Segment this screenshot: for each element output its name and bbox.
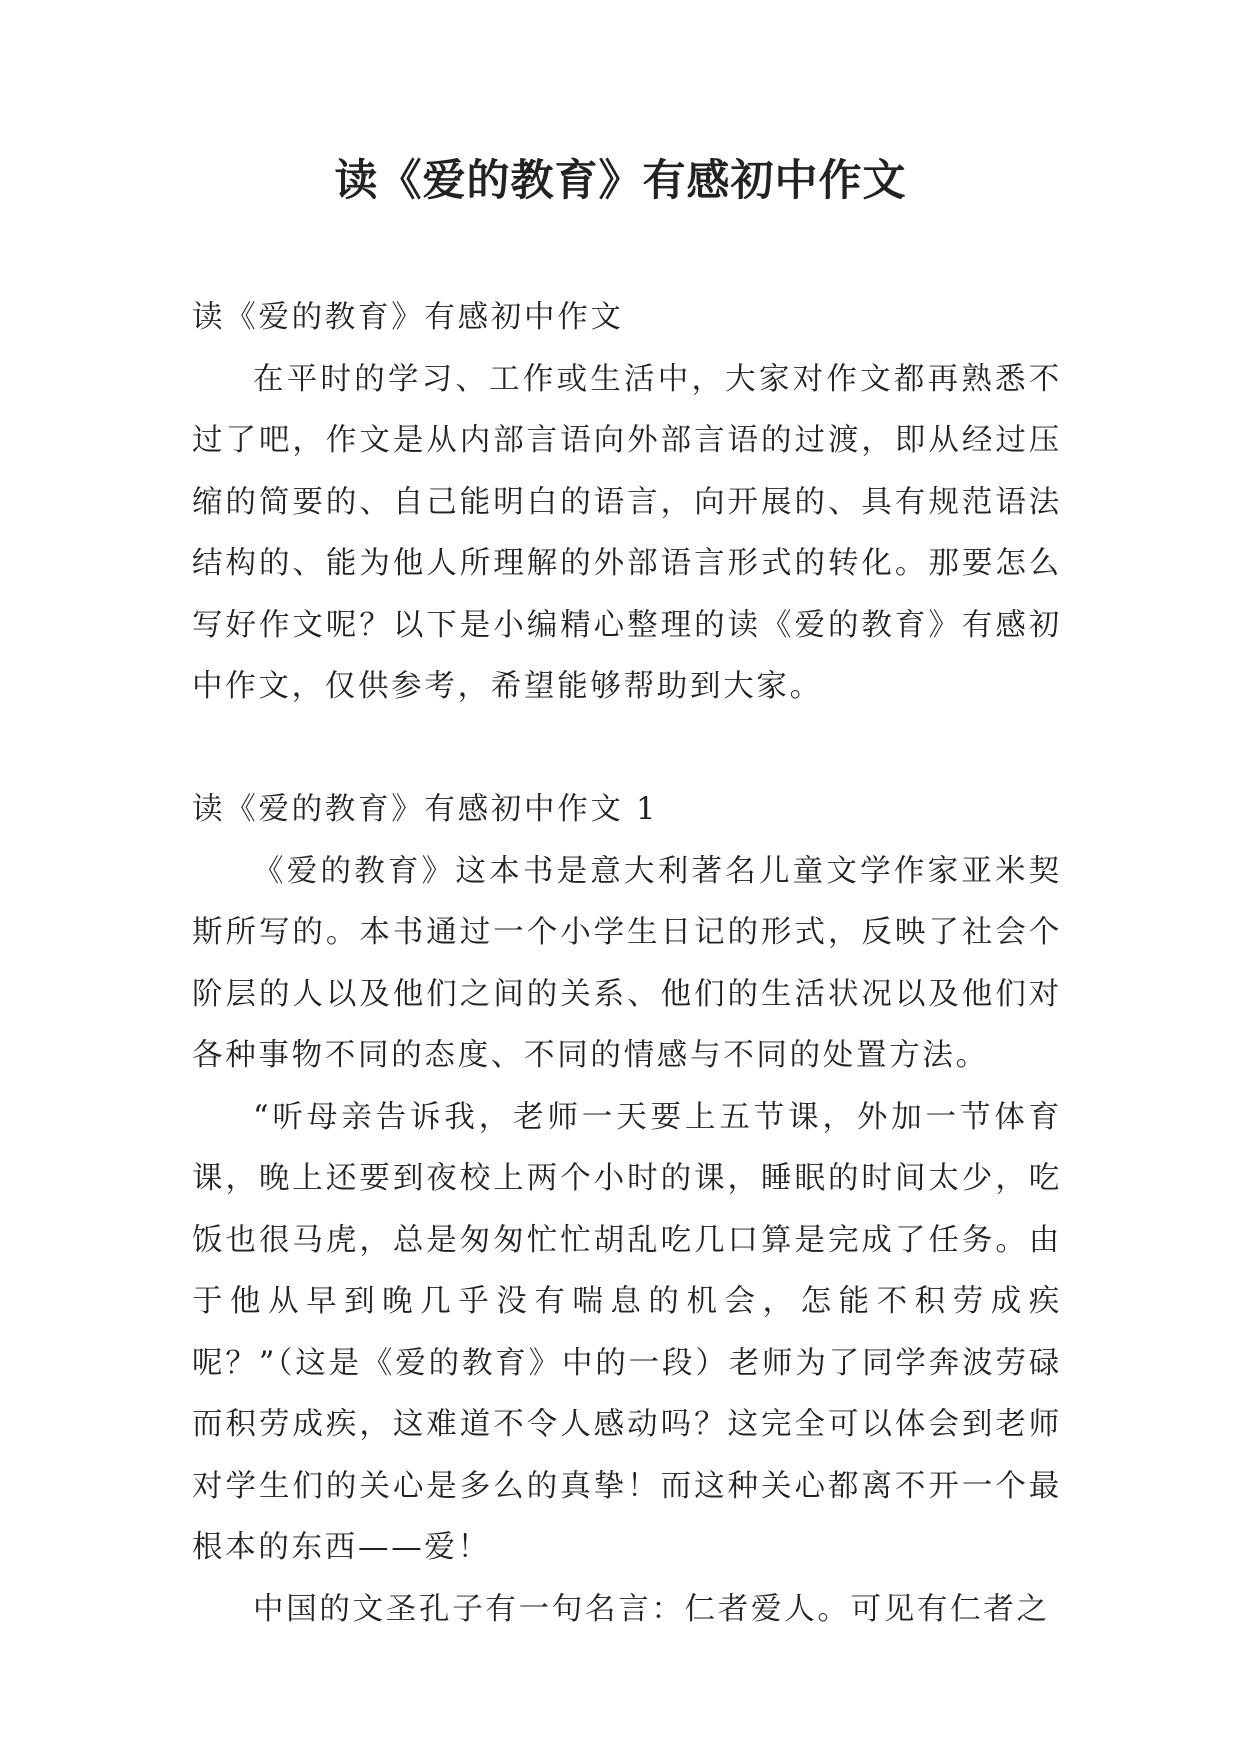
document-title: 读《爱的教育》有感初中作文 <box>334 156 907 206</box>
section-gap <box>192 718 1062 780</box>
intro-paragraph: 在平时的学习、工作或生活中，大家对作文都再熟悉不过了吧，作文是从内部言语向外部言语的过渡，即从经过压缩的简要的、自己能明白的语言，向开展的、具有规范语法结构的、能为他人所理解的外部语言形式的转化。那要怎么写好作文呢？以下是小编精心整理的读《爱的教育》有感初中作文，仅供参考，希望能够帮助到大家。 <box>192 361 1062 704</box>
essay1-paragraph: “听母亲告诉我，老师一天要上五节课，外加一节体育课，晚上还要到夜校上两个小时的课，睡眠的时间太少，吃饭也很马虎，总是匆匆忙忙胡乱吃几口算是完成了任务。由于他从早到晚几乎没有喘息的机会，怎能不积劳成疾呢？”（这是《爱的教育》中的一段）老师为了同学奔波劳碌而积劳成疾，这难道不令人感动吗？这完全可以体会到老师对学生们的关心是多么的真挚！而这种关心都离不开一个最根本的东西——爱！ <box>192 1099 1062 1565</box>
essay1-paragraph: 《爱的教育》这本书是意大利著名儿童文学作家亚米契斯所写的。本书通过一个小学生日记的形式，反映了社会个阶层的人以及他们之间的关系、他们的生活状况以及他们对各种事物不同的态度、不同的情感与不同的处置方法。 <box>192 853 1062 1073</box>
essay1-paragraph: 中国的文圣孔子有一句名言：仁者爱人。可见有仁者之 <box>253 1591 1050 1627</box>
document-body <box>192 287 1062 1640</box>
essay1-heading: 读《爱的教育》有感初中作文 1 <box>192 792 659 827</box>
intro-heading: 读《爱的教育》有感初中作文 <box>192 300 624 335</box>
